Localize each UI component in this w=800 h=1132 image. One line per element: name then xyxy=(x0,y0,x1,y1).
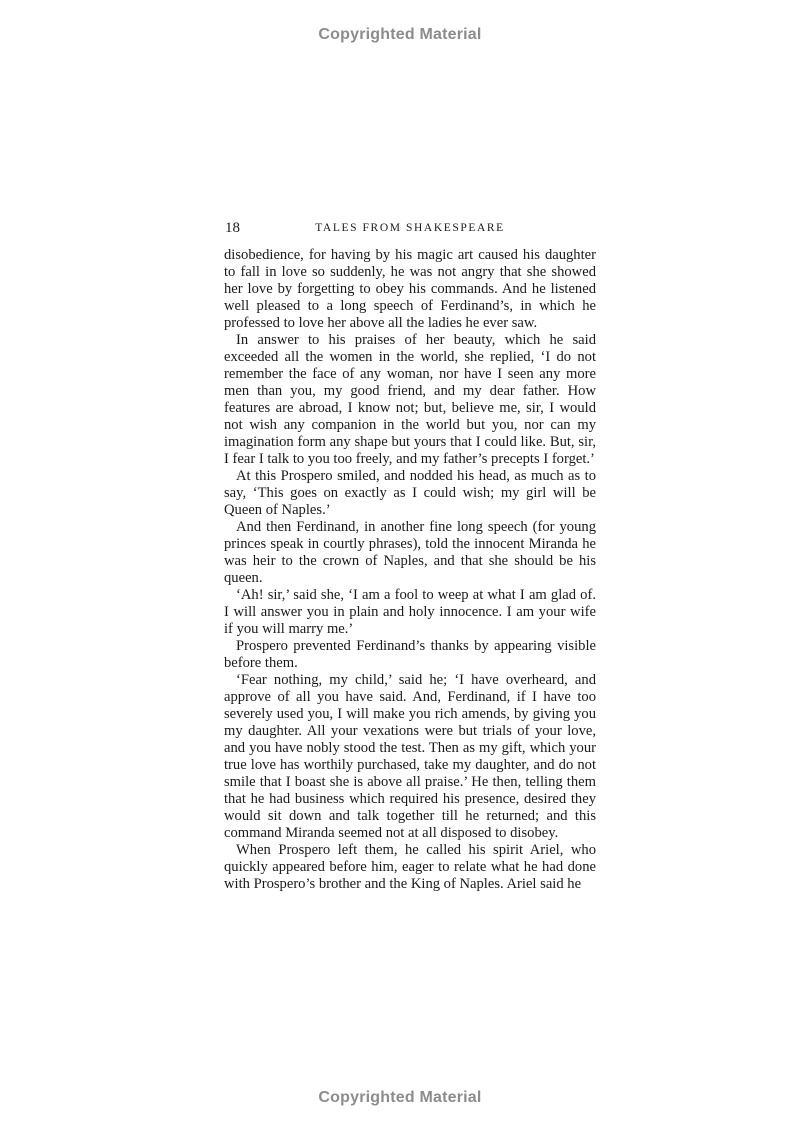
paragraph-4: And then Ferdinand, in another fine long speech (for young princes speak in courtly phrases), told the innocent Miranda he was heir to the crown of Naples, and that she should be his queen. xyxy=(224,519,596,586)
page-number: 18 xyxy=(225,220,240,236)
body-text xyxy=(224,247,596,893)
running-head xyxy=(224,220,596,242)
paragraph-7: ‘Fear nothing, my child,’ said he; ‘I have overheard, and approve of all you have said. And, Ferdinand, if I have too severely used you, I will make you rich amends, by giving you my daughter. All your vexations were but trials of your love, and you have nobly stood the test. Then as my gift, which your true love has worthily purchased, take my daughter, and do not smile that I boast she is above all praise.’ He then, telling them that he had business which required his presence, desired they would sit down and talk together till he returned; and this command Miranda seemed not at all disposed to disobey. xyxy=(224,672,596,841)
paragraph-2: In answer to his praises of her beauty, which he said exceeded all the women in the world, she replied, ‘I do not remember the face of any woman, nor have I seen any more men than you, my good friend, and my dear father. How features are abroad, I know not; but, believe me, sir, I would not wish any companion in the world but you, nor can my imagination form any shape but yours that I could like. But, sir, I fear I talk to you too freely, and my father’s precepts I forget.’ xyxy=(224,332,596,467)
running-title: TALES FROM SHAKESPEARE xyxy=(315,222,505,234)
paragraph-6: Prospero prevented Ferdinand’s thanks by appearing visible before them. xyxy=(224,638,596,671)
copyright-watermark-top: Copyrighted Material xyxy=(318,26,482,43)
paragraph-5: ‘Ah! sir,’ said she, ‘I am a fool to weep at what I am glad of. I will answer you in plain and holy innocence. I am your wife if you will marry me.’ xyxy=(224,587,596,637)
paragraph-3: At this Prospero smiled, and nodded his head, as much as to say, ‘This goes on exactly as I could wish; my girl will be Queen of Naples.’ xyxy=(224,468,596,518)
paragraph-8: When Prospero left them, he called his spirit Ariel, who quickly appeared before him, eager to relate what he had done with Prospero’s brother and the King of Naples. Ariel said he xyxy=(224,842,596,892)
paragraph-1: disobedience, for having by his magic art caused his daughter to fall in love so suddenly, he was not angry that she showed her love by forgetting to obey his commands. And he listened well pleased to a long speech of Ferdinand’s, in which he professed to love her above all the ladies he ever saw. xyxy=(224,247,596,331)
copyright-watermark-bottom: Copyrighted Material xyxy=(318,1089,482,1106)
book-page xyxy=(224,220,596,893)
